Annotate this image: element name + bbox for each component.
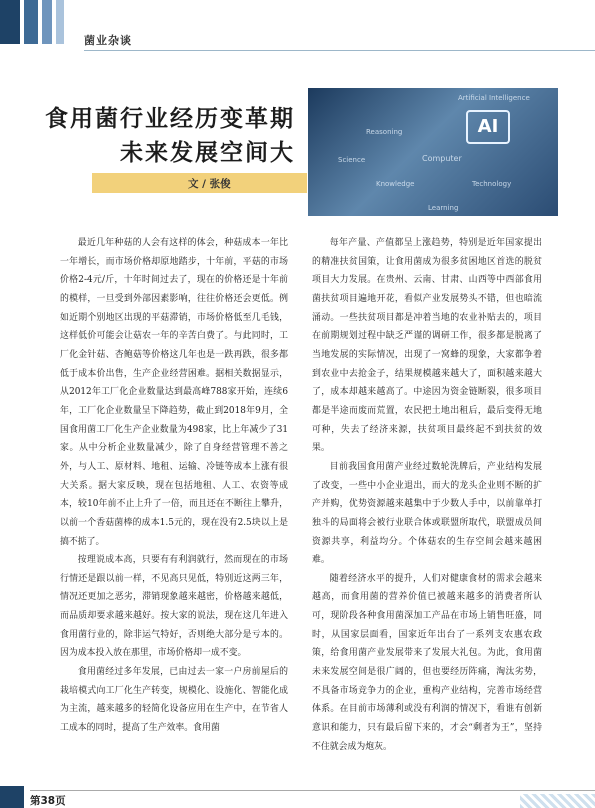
article-title-line2: 未来发展空间大 bbox=[120, 139, 295, 166]
author: 文 / 张俊 bbox=[188, 178, 231, 190]
paragraph: 按理说成本高，只要有有利润就行，然而现在的市场行情还是跟以前一样，不见高只见低，特别近这两三年，情况还更加之恶劣，滞销现象越来越密，价格越来越低，而品质却要求越来越好。按大家的说法，现在这几年进入食用菌行业的，除非运气特好，否则绝大部分是亏本的。因为成本投入放在那里，市场价格却一成不变。 bbox=[60, 555, 288, 659]
hero-label-reasoning: Reasoning bbox=[366, 128, 403, 136]
hero-label-ai: Artificial Intelligence bbox=[458, 94, 530, 102]
stripe-dark bbox=[0, 0, 20, 44]
hero-label-technology: Technology bbox=[472, 180, 512, 188]
hero-label-science: Science bbox=[338, 156, 366, 164]
body-column-left bbox=[60, 234, 288, 738]
paragraph: 每年产量、产值都呈上涨趋势，特别是近年国家提出的精准扶贫国策，让食用菌成为很多贫困地区首选的脱贫项目大力发展。在贵州、云南、甘肃、山西等中西部食用菌扶贫项目遍地开花，看似产业发展势头不错，但也暗流涌动。一些扶贫项目都是冲着当地的农业补贴去的，项目在前期规划过程中缺乏严谨的调研工作，很多都是脱离了当地发展的实际情况，出现了一窝蜂的现象，大家都争着到农业中去抢金子，结果规模越来越大了，面积越来越大了，成本却越来越高了。中途因为资金链断裂，很多项目都是半途而废而荒置，农民把土地出租后，最后变得无地可种，失去了经济来源，扶贫项目最终起不到扶贫的效果。 bbox=[312, 238, 542, 454]
hero-label-knowledge: Knowledge bbox=[376, 180, 415, 188]
hero-image bbox=[308, 88, 558, 216]
stripe-mid-dark bbox=[24, 0, 38, 44]
stripe-light bbox=[56, 0, 64, 44]
article-title-line1: 食用菌行业经历变革期 bbox=[45, 105, 295, 132]
body-column-right bbox=[312, 234, 542, 756]
page-number: 第38页 bbox=[30, 795, 66, 807]
paragraph: 最近几年种菇的人会有这样的体会，种菇成本一年比一年增长，而市场价格却原地踏步，十年前，平菇的市场价格2-4元/斤，十年时间过去了，现在的价格还是十年前的模样，一旦受到外部因素影响，往往价格还会更低。例如近期个别地区出现的平菇滞销，市场价格低至几毛钱，这样低价可能会让菇农一年的辛苦白费了。与此同时，工厂化金针菇、杏鲍菇等价格这几年也是一跌再跌，很多都低于成本价出售，生产企业经营困难。据相关数据显示，从2012年工厂化企业数量达到最高峰788家开始，连续6年，工厂化企业数量呈下降趋势，截止到2018年9月，全国食用菌工厂化生产企业数量为498家，比上年减少了31家。从中分析企业数量减少，除了自身经营管理不善之外，与人工、原材料、地租、运输、冷链等成本上涨有很大关系。据大家反映，现在包括地租、人工、农资等成本，较10年前不止上升了一倍，而且还在不断往上攀升，以前一个香菇菌棒的成本1.5元的，现在没有2.5块以上是搞不掂了。 bbox=[60, 238, 288, 547]
header-stripes bbox=[0, 0, 68, 44]
footer-divider bbox=[30, 790, 595, 791]
section-label: 菌业杂谈 bbox=[84, 34, 132, 47]
hero-label-learning: Learning bbox=[428, 204, 459, 212]
footer-accent bbox=[0, 786, 24, 808]
header-divider bbox=[84, 50, 595, 51]
stripe-mid bbox=[42, 0, 52, 44]
footer-pattern bbox=[520, 794, 595, 808]
hero-label-computer: Computer bbox=[422, 154, 462, 163]
paragraph: 随着经济水平的提升，人们对健康食材的需求会越来越高，而食用菌的营养价值已被越来越多的消费者所认可，现阶段各种食用菌深加工产品在市场上销售旺盛，同时，从国家层面看，国家近年出台了一系列支农惠农政策，给食用菌产业发展带来了发展大礼包。为此，食用菌未来发展空间是很广阔的，但也要经历阵痛，淘汰劣势，不具备市场竞争力的企业，重构产业结构，完善市场经营体系。在目前市场薄利或没有利润的情况下，看谁有创新意识和能力，只有最后留下来的，才会“剩者为王”，坚持不住就会成为炮灰。 bbox=[312, 573, 542, 752]
paragraph: 食用菌经过多年发展，已由过去一家一户房前屋后的栽培模式向工厂化生产转变，规模化、设施化、智能化成为主流，越来越多的轻简化设备应用在生产中，在节省人工成本的同时，提高了生产效率。食用菌 bbox=[60, 667, 288, 734]
paragraph: 目前我国食用菌产业经过数轮洗牌后，产业结构发展了改变，一些中小企业退出，而大的龙头企业则不断的扩产并购，优势资源越来越集中于少数人手中，以前靠单打独斗的局面将会被行业联合体或联盟所取代，联盟成员间资源共享，利益均分。个体菇农的生存空间会越来越困难。 bbox=[312, 461, 542, 566]
ai-icon: AI bbox=[466, 110, 510, 144]
